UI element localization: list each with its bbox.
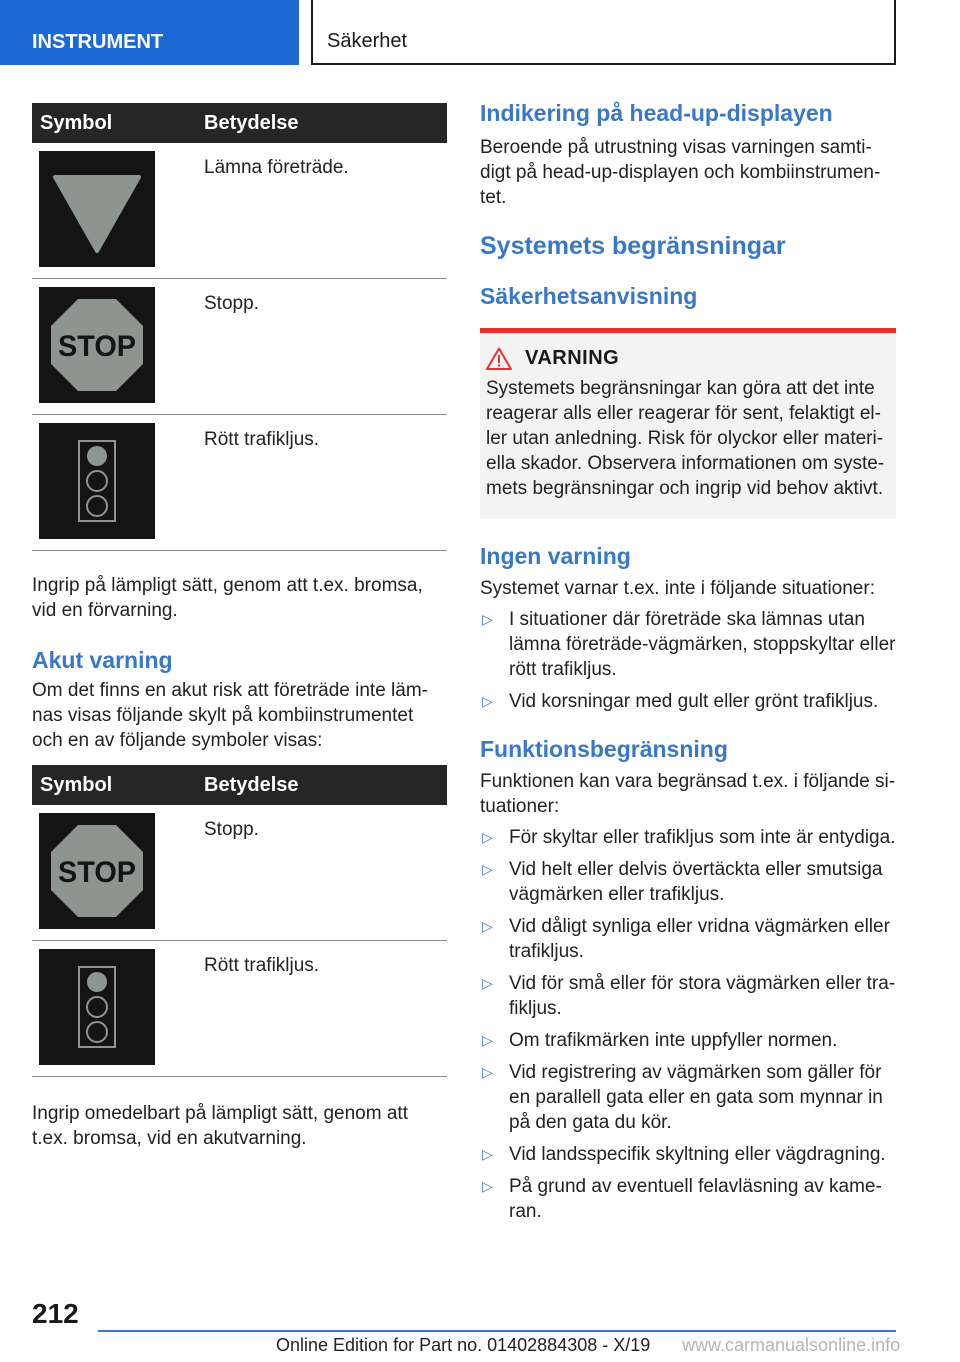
table-row <box>32 143 447 279</box>
yield-sign-icon <box>39 151 155 267</box>
no-warning-list <box>480 607 896 714</box>
edition-text: Online Edition for Part no. 01402884308 - X/19 <box>276 1335 651 1355</box>
chapter-title: Säkerhet <box>327 30 408 52</box>
limits-heading: Systemets begränsningar <box>480 232 786 260</box>
no-warning-text: Systemet varnar t.ex. inte i följande situationer: <box>480 578 875 599</box>
warning-label: VARNING <box>525 347 620 369</box>
akut-intervention-text: Ingrip omedelbart på lämpligt sätt, genom att t.ex. bromsa, vid en akutvarning. <box>32 1103 408 1149</box>
bullet-triangle-icon: ▷ <box>482 693 493 709</box>
list-item: ▷ Vid dåligt synliga eller vridna vägmärken eller trafikljus. <box>482 916 890 962</box>
list-item: ▷ För skyltar eller trafikljus som inte är entydiga. <box>482 827 896 848</box>
bullet-triangle-icon: ▷ <box>482 1064 493 1080</box>
table-row <box>32 941 447 1077</box>
bullet-triangle-icon: ▷ <box>482 918 493 934</box>
list-item: ▷ Vid korsningar med gult eller grönt trafikljus. <box>482 691 879 712</box>
col-symbol-header: Symbol <box>40 111 113 134</box>
bullet-triangle-icon: ▷ <box>482 975 493 991</box>
function-limit-heading: Funktionsbegränsning <box>480 736 728 762</box>
list-item: ▷ Vid för små eller för stora vägmärken eller tra-fikljus. <box>482 973 896 1019</box>
table-row <box>32 415 447 551</box>
stop-sign-icon <box>39 813 155 929</box>
red-traffic-light-icon <box>39 949 155 1065</box>
table-header <box>32 765 447 805</box>
red-traffic-light-icon <box>39 423 155 539</box>
intervention-text: Ingrip på lämpligt sätt, genom att t.ex. bromsa, vid en förvarning. <box>32 575 423 621</box>
meaning-text: Lämna företräde. <box>204 157 349 178</box>
page-number: 212 <box>32 1298 79 1329</box>
list-item: ▷ Vid landsspecifik skyltning eller vägdragning. <box>482 1144 886 1165</box>
list-item: ▷ Vid helt eller delvis övertäckta eller smutsiga vägmärken eller trafikljus. <box>482 859 883 905</box>
bullet-triangle-icon: ▷ <box>482 1178 493 1194</box>
akut-varning-text: Om det finns en akut risk att företräde inte läm-nas visas följande skylt på kombiinstrumentet och en av följande symboler visas: <box>32 680 429 751</box>
function-limit-list <box>480 825 896 1224</box>
table-row <box>32 805 447 941</box>
col-symbol-header: Symbol <box>40 773 113 796</box>
symbol-table-1 <box>32 103 447 551</box>
meaning-text: Rött trafikljus. <box>204 955 320 976</box>
meaning-text: Rött trafikljus. <box>204 429 320 450</box>
meaning-text: Stopp. <box>204 819 259 840</box>
left-column <box>32 103 447 1151</box>
watermark-text: www.carmanualsonline.info <box>682 1335 901 1355</box>
warning-box <box>480 328 896 519</box>
svg-text:STOP: STOP <box>58 330 136 363</box>
list-item: ▷ I situationer där företräde ska lämnas utan lämna företräde-vägmärken, stoppskyltar eller rött trafikljus. <box>482 609 896 680</box>
akut-varning-heading: Akut varning <box>32 647 173 673</box>
safety-heading: Säkerhetsanvisning <box>480 283 698 309</box>
list-item: ▷ På grund av eventuell felavläsning av kame-ran. <box>482 1176 882 1222</box>
svg-text:STOP: STOP <box>58 856 136 889</box>
table-row <box>32 279 447 415</box>
section-title: INSTRUMENT <box>32 31 164 53</box>
stop-sign-icon <box>39 287 155 403</box>
col-meaning-header: Betydelse <box>204 111 299 134</box>
bullet-triangle-icon: ▷ <box>482 1032 493 1048</box>
chapter-header <box>311 0 896 65</box>
meaning-text: Stopp. <box>204 293 259 314</box>
warning-triangle-icon <box>486 347 512 370</box>
col-meaning-header: Betydelse <box>204 773 299 796</box>
section-tab <box>0 0 299 65</box>
no-warning-heading: Ingen varning <box>480 543 631 569</box>
bullet-triangle-icon: ▷ <box>482 1146 493 1162</box>
bullet-triangle-icon: ▷ <box>482 861 493 877</box>
bullet-triangle-icon: ▷ <box>482 829 493 845</box>
list-item: ▷ Vid registrering av vägmärken som gäller för en parallell gata eller en gata som mynnar in på den gata du kör. <box>482 1062 883 1133</box>
bullet-triangle-icon: ▷ <box>482 611 493 627</box>
list-item: ▷ Om trafikmärken inte uppfyller normen. <box>482 1030 838 1051</box>
table-header <box>32 103 447 143</box>
right-column <box>480 100 896 1231</box>
function-limit-text: Funktionen kan vara begränsad t.ex. i följande si-tuationer: <box>480 771 896 817</box>
symbol-table-2 <box>32 765 447 1077</box>
hud-text: Beroende på utrustning visas varningen samti-digt på head-up-displayen och kombiinstrumen-tet. <box>480 137 881 208</box>
warning-text: Systemets begränsningar kan göra att det inte reagerar alls eller reagerar för sent, felaktigt el-ler utan anledning. Risk för olyckor eller materi-ella skador. Observera informationen om syste-mets begränsningar och ingrip vid behov aktivt. <box>486 378 885 499</box>
hud-heading: Indikering på head-up-displayen <box>480 100 833 126</box>
footer-divider <box>98 1330 896 1332</box>
